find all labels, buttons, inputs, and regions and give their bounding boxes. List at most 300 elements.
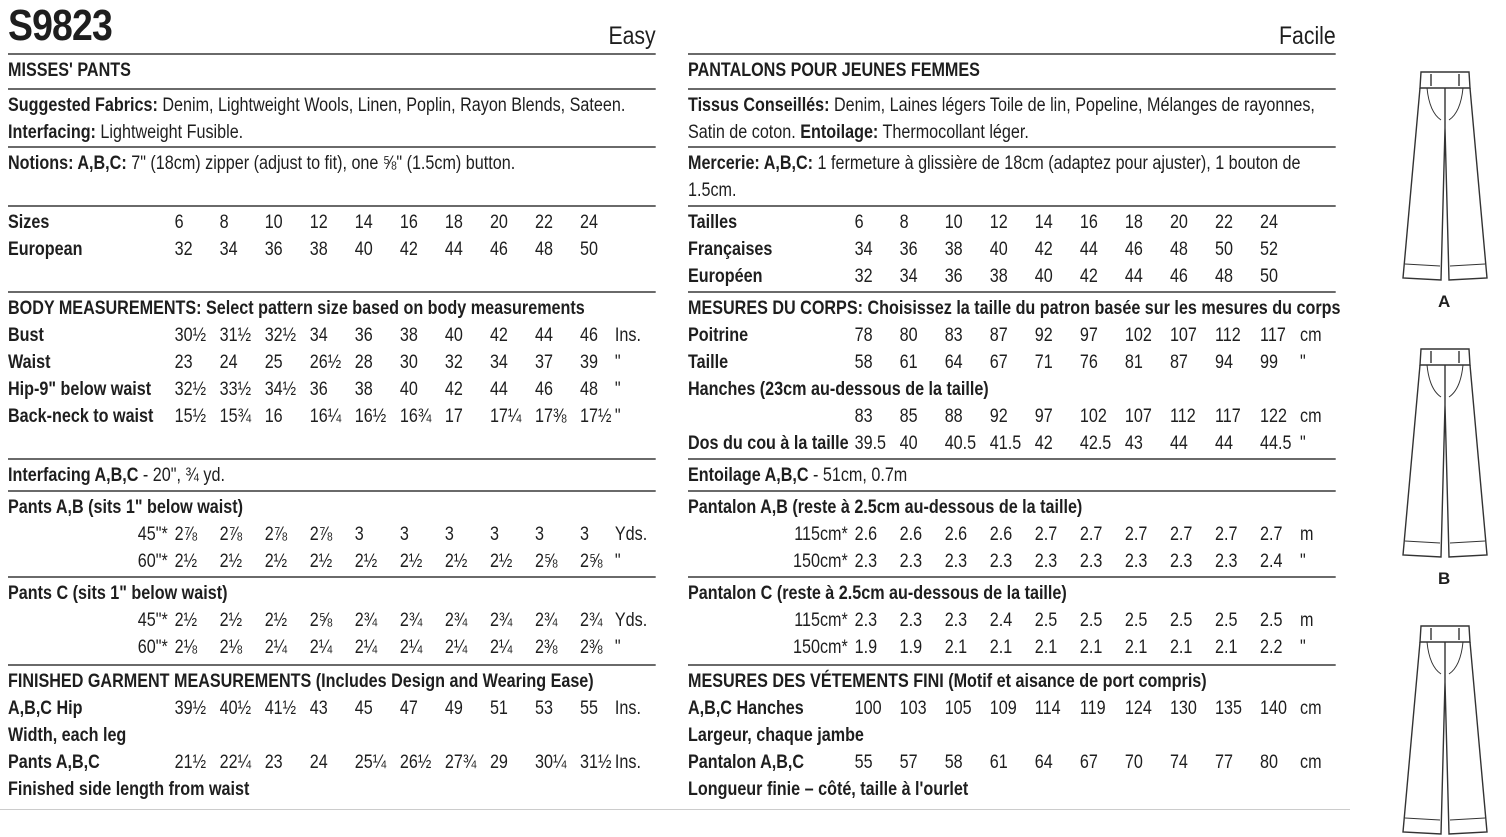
- size-value: 26½: [309, 352, 342, 373]
- row-label: A,B,C Hip: [8, 698, 83, 719]
- size-value: 16¼: [309, 406, 342, 427]
- size-value: 2.1: [1079, 637, 1103, 658]
- row-label: Poitrine: [688, 325, 749, 346]
- size-value: 22¼: [219, 752, 252, 773]
- english-column: [8, 0, 656, 826]
- size-value: 2⅞: [219, 524, 243, 545]
- difficulty-level: Facile: [1279, 22, 1336, 50]
- size-value: 112: [1215, 325, 1241, 346]
- pattern-title: [688, 55, 1336, 90]
- size-value: 2.3: [989, 551, 1013, 572]
- size-value: 34: [309, 325, 328, 346]
- size-value: 64: [944, 352, 963, 373]
- body-measurements-table: [688, 293, 1341, 460]
- size-value: 2½: [399, 551, 423, 572]
- size-value: 49: [444, 698, 463, 719]
- size-value: 2.1: [1124, 637, 1148, 658]
- text-line: [8, 92, 656, 119]
- table-row: [688, 521, 1336, 548]
- size-value: 61: [989, 752, 1008, 773]
- size-value: 81: [1124, 352, 1143, 373]
- size-value: 52: [1260, 239, 1279, 260]
- size-value: 16: [399, 212, 418, 233]
- bold-label: MESURES DES VÉTEMENTS FINI (Motif et aisance de port compris): [688, 671, 1207, 692]
- size-value: 2¾: [354, 610, 378, 631]
- size-value: 58: [854, 352, 873, 373]
- size-value: 109: [989, 698, 1017, 719]
- unit-label: Ins.: [614, 698, 641, 719]
- view-a-pants-illustration: [1395, 68, 1500, 283]
- size-value: 17⅜: [535, 406, 567, 427]
- text-line: [688, 92, 1336, 119]
- pattern-number: S9823: [8, 1, 112, 50]
- size-value: 34½: [264, 379, 297, 400]
- size-value: 32: [854, 266, 873, 287]
- size-value: 130: [1169, 698, 1197, 719]
- pattern-title: [8, 55, 656, 90]
- size-value: 2½: [354, 551, 378, 572]
- row-label: A,B,C Hanches: [688, 698, 804, 719]
- size-value: 29: [489, 752, 508, 773]
- size-value: 14: [354, 212, 373, 233]
- size-value: 103: [899, 698, 927, 719]
- size-value: 2.1: [989, 637, 1013, 658]
- size-value: 2.7: [1124, 524, 1148, 545]
- size-value: 16: [1079, 212, 1098, 233]
- size-value: 1.9: [899, 637, 923, 658]
- table-row: [8, 722, 656, 749]
- size-value: 114: [1034, 698, 1061, 719]
- size-value: 48: [535, 239, 553, 260]
- text-line: [8, 295, 656, 322]
- size-value: 2.3: [1079, 551, 1103, 572]
- size-value: 2⅞: [174, 524, 198, 545]
- size-value: 55: [580, 698, 599, 719]
- size-value: 36: [354, 325, 373, 346]
- table-row: [688, 403, 1336, 430]
- size-value: 2.5: [1079, 610, 1103, 631]
- size-value: 2.7: [1034, 524, 1058, 545]
- size-value: 15½: [174, 406, 207, 427]
- size-value: 2.6: [854, 524, 878, 545]
- sizes-table: [688, 207, 1336, 293]
- text-line: [688, 494, 1336, 521]
- size-value: 27¾: [444, 752, 477, 773]
- size-value: 40: [899, 433, 918, 454]
- row-label: 115cm*: [794, 610, 848, 631]
- fabrics-section: [688, 90, 1336, 148]
- size-value: 80: [899, 325, 918, 346]
- row-label: 45"*: [137, 524, 168, 545]
- size-value: 2½: [264, 610, 288, 631]
- size-value: 58: [944, 752, 963, 773]
- size-value: 2.7: [1215, 524, 1238, 545]
- row-label: Finished side length from waist: [8, 779, 250, 800]
- size-value: 14: [1034, 212, 1053, 233]
- size-value: 102: [1124, 325, 1152, 346]
- french-column: [688, 0, 1341, 826]
- size-value: 34: [854, 239, 873, 260]
- text-line: [8, 494, 656, 521]
- bold-label: Notions: A,B,C:: [8, 153, 127, 174]
- text-line: [688, 295, 1341, 322]
- size-value: 119: [1079, 698, 1106, 719]
- row-label: Sizes: [8, 212, 50, 233]
- table-row: [688, 349, 1336, 376]
- size-value: 44: [1124, 266, 1143, 287]
- size-value: 50: [1215, 239, 1233, 260]
- size-value: 2⅜: [580, 637, 603, 658]
- row-label: 150cm*: [793, 551, 848, 572]
- size-value: 2.3: [1169, 551, 1193, 572]
- size-value: 3: [580, 524, 590, 545]
- size-value: 2.5: [1124, 610, 1148, 631]
- table-row: [688, 607, 1336, 634]
- size-value: 40: [444, 325, 463, 346]
- size-value: 50: [580, 239, 599, 260]
- view-b-pants-illustration: [1395, 345, 1500, 560]
- size-value: 20: [1169, 212, 1188, 233]
- table-row: [688, 322, 1336, 349]
- size-value: 85: [899, 406, 918, 427]
- size-value: 44: [444, 239, 463, 260]
- text-segment: Denim, Lightweight Wools, Linen, Poplin, Rayon Blends, Sateen.: [157, 95, 626, 116]
- size-value: 44: [1169, 433, 1188, 454]
- unit-label: ": [614, 379, 621, 400]
- view-c-pants-illustration: [1395, 622, 1500, 837]
- size-value: 61: [899, 352, 918, 373]
- size-value: 2⅝: [309, 610, 333, 631]
- text-line: [688, 462, 1336, 489]
- size-value: 42: [399, 239, 418, 260]
- size-value: 83: [854, 406, 873, 427]
- table-row: [688, 236, 1336, 263]
- pattern-header: [688, 0, 1336, 55]
- table-row: [688, 722, 1336, 749]
- size-value: 1.9: [854, 637, 878, 658]
- size-value: 22: [535, 212, 553, 233]
- row-label: Européen: [688, 266, 763, 287]
- row-label: 60"*: [137, 551, 168, 572]
- text-segment: - 20", ¾ yd.: [138, 465, 225, 486]
- unit-label: ": [1300, 352, 1306, 373]
- size-value: 40: [354, 239, 373, 260]
- unit-label: cm: [1300, 698, 1322, 719]
- size-value: 2.2: [1260, 637, 1283, 658]
- unit-label: ": [614, 406, 621, 427]
- row-label: Hip-9" below waist: [8, 379, 152, 400]
- unit-label: ": [614, 637, 621, 658]
- size-value: 30: [399, 352, 418, 373]
- size-value: 34: [219, 239, 238, 260]
- table-row: [8, 776, 656, 803]
- size-value: 2.3: [854, 610, 878, 631]
- size-value: 2.4: [1260, 551, 1283, 572]
- size-value: 17: [444, 406, 463, 427]
- size-value: 2¾: [580, 610, 603, 631]
- size-value: 42.5: [1079, 433, 1112, 454]
- size-value: 48: [1215, 266, 1233, 287]
- size-value: 2¼: [309, 637, 333, 658]
- size-value: 2½: [489, 551, 513, 572]
- size-value: 87: [989, 325, 1008, 346]
- unit-label: cm: [1300, 752, 1322, 773]
- size-value: 46: [1169, 266, 1188, 287]
- unit-label: ": [1300, 551, 1306, 572]
- size-value: 32½: [264, 325, 297, 346]
- size-value: 16¾: [399, 406, 432, 427]
- size-value: 32½: [174, 379, 207, 400]
- unit-label: m: [1300, 524, 1314, 545]
- size-value: 18: [444, 212, 463, 233]
- size-value: 2.5: [1034, 610, 1058, 631]
- size-value: 31½: [580, 752, 612, 773]
- bold-label: Pants A,B (sits 1" below waist): [8, 497, 244, 518]
- table-row: [8, 607, 656, 634]
- notions-section: [8, 148, 656, 207]
- size-value: 17½: [580, 406, 612, 427]
- bold-label: FINISHED GARMENT MEASUREMENTS (Includes Design and Wearing Ease): [8, 671, 594, 692]
- table-row: [8, 521, 656, 548]
- size-value: 77: [1215, 752, 1233, 773]
- unit-label: Ins.: [614, 752, 641, 773]
- size-value: 48: [580, 379, 599, 400]
- size-value: 8: [899, 212, 909, 233]
- finished-measurements-table: [688, 666, 1336, 826]
- table-row: [688, 749, 1336, 776]
- size-value: 2.3: [1215, 551, 1238, 572]
- size-value: 23: [174, 352, 193, 373]
- size-value: 16½: [354, 406, 387, 427]
- text-line: [688, 580, 1336, 607]
- size-value: 30½: [174, 325, 207, 346]
- size-value: 2¼: [264, 637, 288, 658]
- size-value: 23: [264, 752, 283, 773]
- size-value: 2.3: [854, 551, 878, 572]
- row-label: Pantalon A,B,C: [688, 752, 805, 773]
- size-value: 67: [1079, 752, 1098, 773]
- size-value: 42: [1034, 433, 1053, 454]
- row-label: Back-neck to waist: [8, 406, 154, 427]
- size-value: 3: [354, 524, 364, 545]
- size-value: 2.7: [1260, 524, 1283, 545]
- bold-label: Entoilage:: [800, 122, 879, 143]
- unit-label: ": [614, 551, 621, 572]
- row-label: 45"*: [137, 610, 168, 631]
- size-value: 94: [1215, 352, 1233, 373]
- row-label: Taille: [688, 352, 729, 373]
- size-value: 2½: [309, 551, 333, 572]
- pants-c-yardage-table: [8, 578, 656, 666]
- size-value: 42: [1079, 266, 1098, 287]
- size-value: 92: [1034, 325, 1053, 346]
- size-value: 41½: [264, 698, 297, 719]
- text-segment: - 51cm, 0.7m: [808, 465, 908, 486]
- row-label: 115cm*: [794, 524, 848, 545]
- size-value: 34: [489, 352, 508, 373]
- size-value: 28: [354, 352, 373, 373]
- table-row: [8, 376, 656, 403]
- size-value: 2½: [219, 551, 243, 572]
- text-line: [8, 462, 656, 489]
- size-value: 2.5: [1260, 610, 1283, 631]
- size-value: 2.3: [899, 551, 923, 572]
- size-value: 2⅝: [535, 551, 558, 572]
- size-value: 38: [354, 379, 373, 400]
- size-value: 6: [174, 212, 184, 233]
- text-line: [688, 668, 1336, 695]
- size-value: 20: [489, 212, 508, 233]
- size-value: 57: [899, 752, 918, 773]
- row-label: Width, each leg: [8, 725, 127, 746]
- size-value: 42: [489, 325, 508, 346]
- size-value: 100: [854, 698, 882, 719]
- unit-label: m: [1300, 610, 1314, 631]
- size-value: 33½: [219, 379, 252, 400]
- title-text: MISSES' PANTS: [8, 60, 131, 81]
- size-value: 6: [854, 212, 864, 233]
- size-value: 46: [535, 379, 553, 400]
- size-value: 45: [354, 698, 373, 719]
- size-value: 24: [219, 352, 238, 373]
- size-value: 2.6: [989, 524, 1013, 545]
- text-line: [688, 119, 1336, 146]
- unit-label: Yds.: [614, 610, 648, 631]
- size-value: 39: [580, 352, 599, 373]
- text-segment: Denim, Laines légers Toile de lin, Popeline, Mélanges de rayonnes,: [829, 95, 1315, 116]
- row-label: Bust: [8, 325, 44, 346]
- size-value: 107: [1124, 406, 1152, 427]
- size-value: 10: [944, 212, 963, 233]
- size-value: 44: [535, 325, 553, 346]
- bold-label: Tissus Conseillés:: [688, 95, 830, 116]
- bold-label: MESURES DU CORPS: Choisissez la taille du patron basée sur les mesures du corps: [688, 298, 1341, 319]
- size-value: 70: [1124, 752, 1143, 773]
- size-value: 2½: [444, 551, 468, 572]
- size-value: 2½: [219, 610, 243, 631]
- size-value: 3: [489, 524, 499, 545]
- size-value: 2¼: [399, 637, 423, 658]
- text-line: [8, 119, 656, 146]
- text-line: [688, 177, 1336, 204]
- size-value: 2¼: [354, 637, 378, 658]
- table-row: [8, 322, 656, 349]
- size-value: 74: [1169, 752, 1188, 773]
- bold-label: Interfacing A,B,C: [8, 465, 139, 486]
- table-row: [688, 695, 1336, 722]
- size-value: 122: [1260, 406, 1287, 427]
- size-value: 12: [989, 212, 1008, 233]
- size-value: 71: [1034, 352, 1053, 373]
- size-value: 2¾: [399, 610, 423, 631]
- text-segment: 7" (18cm) zipper (adjust to fit), one ⅝" (1.5cm) button.: [126, 153, 516, 174]
- text-segment: 1 fermeture à glissière de 18cm (adaptez pour ajuster), 1 bouton de: [813, 153, 1301, 174]
- size-value: 112: [1169, 406, 1196, 427]
- size-value: 2⅜: [535, 637, 558, 658]
- size-value: 51: [489, 698, 508, 719]
- size-value: 99: [1260, 352, 1279, 373]
- size-value: 2.1: [1034, 637, 1058, 658]
- size-value: 2.5: [1169, 610, 1193, 631]
- size-value: 44: [1215, 433, 1233, 454]
- size-value: 135: [1215, 698, 1242, 719]
- table-row: [688, 209, 1336, 236]
- size-value: 24: [580, 212, 599, 233]
- unit-label: ": [1300, 637, 1306, 658]
- size-value: 3: [399, 524, 409, 545]
- bold-label: BODY MEASUREMENTS: Select pattern size based on body measurements: [8, 298, 585, 319]
- size-value: 3: [535, 524, 544, 545]
- size-value: 2.3: [1124, 551, 1148, 572]
- size-value: 44.5: [1260, 433, 1292, 454]
- body-measurements-table: [8, 293, 656, 460]
- table-row: [688, 263, 1336, 290]
- size-value: 36: [264, 239, 283, 260]
- size-value: 46: [489, 239, 508, 260]
- table-row: [688, 776, 1336, 803]
- size-value: 2¾: [444, 610, 468, 631]
- row-label: Longueur finie – côté, taille à l'ourlet: [688, 779, 969, 800]
- table-row: [8, 209, 656, 236]
- size-value: 16: [264, 406, 283, 427]
- size-value: 2.3: [944, 610, 968, 631]
- size-value: 36: [309, 379, 328, 400]
- size-value: 2.3: [1034, 551, 1058, 572]
- size-value: 2.1: [944, 637, 968, 658]
- size-value: 12: [309, 212, 328, 233]
- size-value: 25¼: [354, 752, 387, 773]
- size-value: 2⅛: [174, 637, 198, 658]
- size-value: 102: [1079, 406, 1107, 427]
- row-label: Françaises: [688, 239, 773, 260]
- size-value: 32: [174, 239, 193, 260]
- row-label: 60"*: [137, 637, 168, 658]
- size-value: 15¾: [219, 406, 252, 427]
- difficulty-level: Easy: [608, 22, 656, 50]
- sizes-table: [8, 207, 656, 293]
- size-value: 44: [1079, 239, 1098, 260]
- table-row: [8, 349, 656, 376]
- size-value: 78: [854, 325, 873, 346]
- size-value: 2¼: [489, 637, 513, 658]
- text-segment: 1.5cm.: [688, 180, 737, 201]
- size-value: 38: [944, 239, 963, 260]
- text-segment: Thermocollant léger.: [878, 122, 1029, 143]
- pants-ab-yardage-table: [8, 492, 656, 578]
- size-value: 140: [1260, 698, 1287, 719]
- interfacing-yardage: [688, 460, 1336, 492]
- unit-label: Yds.: [614, 524, 648, 545]
- size-value: 38: [399, 325, 418, 346]
- finished-measurements-table: [8, 666, 656, 826]
- size-value: 2⅞: [309, 524, 333, 545]
- table-row: [8, 403, 656, 430]
- size-value: 2.3: [899, 610, 923, 631]
- text-line: [8, 150, 656, 177]
- size-value: 42: [1034, 239, 1053, 260]
- size-value: 88: [944, 406, 963, 427]
- page-edge-divider: [0, 809, 1350, 810]
- text-line: [8, 668, 656, 695]
- size-value: 117: [1215, 406, 1241, 427]
- row-label: Pants A,B,C: [8, 752, 100, 773]
- text-segment: Lightweight Fusible.: [95, 122, 244, 143]
- fabrics-section: [8, 90, 656, 148]
- size-value: 64: [1034, 752, 1053, 773]
- size-value: 105: [944, 698, 972, 719]
- size-value: 2¾: [489, 610, 513, 631]
- size-value: 32: [444, 352, 463, 373]
